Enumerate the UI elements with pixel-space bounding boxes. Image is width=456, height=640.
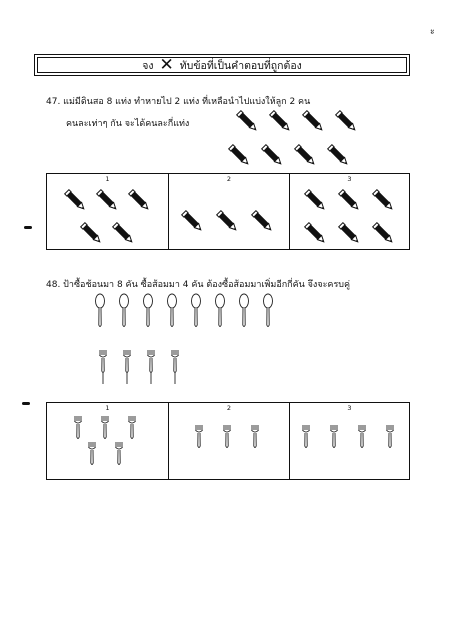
fork-icon: [330, 425, 337, 448]
pencil-icon: [65, 190, 86, 211]
instruction-prefix: จง: [142, 59, 154, 72]
fork-icon: [74, 416, 81, 439]
spoon-icon: [264, 294, 273, 327]
pencil-icon: [237, 111, 258, 132]
spoon-icon: [96, 294, 105, 327]
fork-icon: [88, 442, 95, 465]
page-number: ะ: [430, 27, 435, 37]
choice-number: 2: [226, 175, 232, 183]
pencil-icon: [252, 211, 273, 232]
fork-icon: [302, 425, 309, 448]
pencil-icon: [113, 223, 134, 244]
spoon-icon: [168, 294, 177, 327]
q47-text-line1: 47. แม่มีดินสอ 8 แท่ง ทำหายไป 2 แท่ง ที่เหลือนำไปแบ่งให้ลูก 2 คน: [46, 97, 311, 107]
cross-mark-icon: ✕: [159, 54, 174, 75]
pencil-icon: [97, 190, 118, 211]
spoon-icon: [216, 294, 225, 327]
pencil-icon: [303, 111, 324, 132]
spoon-icon: [144, 294, 153, 327]
choice-number: 3: [347, 175, 352, 183]
q47-text-line2: คนละเท่าๆ กัน จะได้คนละกี่แท่ง: [66, 119, 190, 129]
pencil-icon: [373, 223, 394, 244]
fork-icon: [195, 425, 202, 448]
choice-number: 3: [347, 404, 352, 412]
choice-number: 1: [105, 404, 110, 412]
fork-icon: [99, 350, 106, 373]
spoon-icon: [240, 294, 249, 327]
pencil-icon: [336, 111, 357, 132]
choice-number: 1: [105, 175, 110, 183]
fork-icon: [147, 350, 154, 373]
pencil-icon: [129, 190, 150, 211]
fork-icon: [251, 425, 258, 448]
instruction-text: ทับข้อที่เป็นคำตอบที่ถูกต้อง: [179, 59, 302, 72]
fork-icon: [115, 442, 122, 465]
fork-icon: [386, 425, 393, 448]
spoon-icon: [120, 294, 129, 327]
fork-icon: [128, 416, 135, 439]
pencil-icon: [217, 211, 238, 232]
fork-icon: [101, 416, 108, 439]
pencil-icon: [305, 190, 326, 211]
fork-icon: [358, 425, 365, 448]
pencil-icon: [305, 223, 326, 244]
spoon-icon: [192, 294, 201, 327]
pencil-icon: [182, 211, 203, 232]
pencil-icon: [81, 223, 102, 244]
choice-number: 2: [226, 404, 232, 412]
q48-text-line1: 48. ป้าซื้อช้อนมา 8 คัน ซื้อส้อมมา 4 คัน ต้องซื้อส้อมมาเพิ่มอีกกี่คัน จึงจะครบคู่: [46, 280, 351, 290]
fork-icon: [171, 350, 178, 373]
pencil-icon: [373, 190, 394, 211]
fork-icon: [223, 425, 230, 448]
fork-icon: [123, 350, 130, 373]
pencil-icon: [270, 111, 291, 132]
pencil-icon: [262, 145, 283, 166]
pencil-icon: [229, 145, 250, 166]
pencil-icon: [295, 145, 316, 166]
pencil-icon: [328, 145, 349, 166]
pencil-icon: [339, 190, 360, 211]
pencil-icon: [339, 223, 360, 244]
